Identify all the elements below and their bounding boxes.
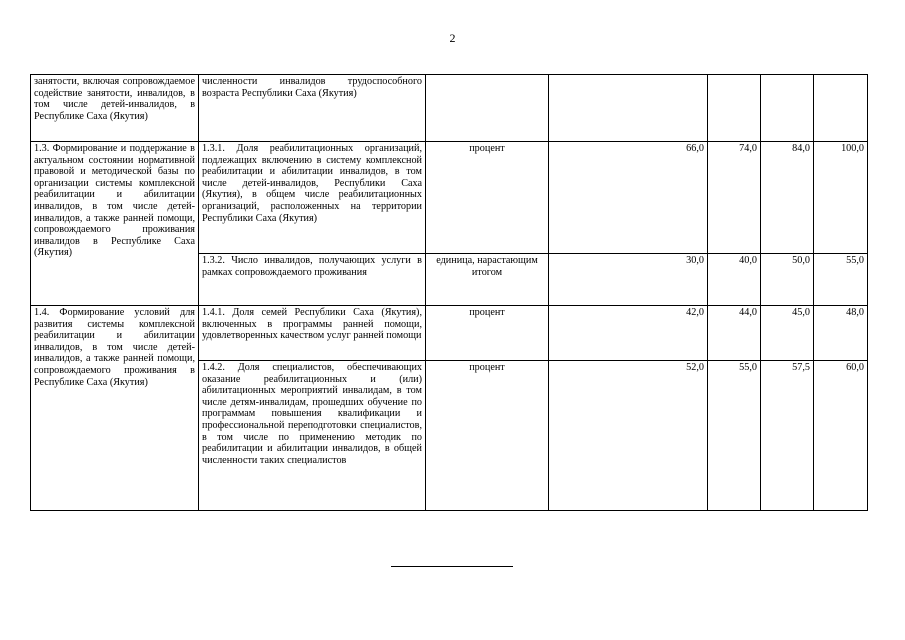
value-cell: 57,5 bbox=[761, 361, 814, 511]
table-row bbox=[31, 142, 868, 254]
indicator-cell: 1.3.1. Доля реабилитационных организаций, подлежащих включению в систему комплексной реабилитации и абилитации инвалидов, в том числе детей-инвалидов, Республики Саха (Якутия), в общем числе реабилитационных организаций, расположенных на территории Республики Саха (Якутия) bbox=[199, 142, 426, 254]
indicator-cell: 1.3.2. Число инвалидов, получающих услуги в рамках сопровождаемого проживания bbox=[199, 254, 426, 306]
task-cell: 1.3. Формирование и поддержание в актуальном состоянии нормативной правовой и методической базы по организации системы комплексной реабилитации и абилитации инвалидов, в том числе детей-инвалидов, а также ранней помощи, сопровождаемого проживания инвалидов в Республике Саха (Якутия) bbox=[31, 142, 199, 306]
value-cell: 42,0 bbox=[549, 306, 708, 361]
value-cell: 52,0 bbox=[549, 361, 708, 511]
unit-cell: процент bbox=[426, 361, 549, 511]
value-cell: 48,0 bbox=[814, 306, 868, 361]
value-cell: 44,0 bbox=[708, 306, 761, 361]
footnote-separator bbox=[391, 566, 513, 567]
value-cell: 30,0 bbox=[549, 254, 708, 306]
value-cell: 45,0 bbox=[761, 306, 814, 361]
table-row bbox=[31, 75, 868, 142]
value-cell: 55,0 bbox=[814, 254, 868, 306]
value-cell bbox=[761, 75, 814, 142]
value-cell: 84,0 bbox=[761, 142, 814, 254]
value-cell: 74,0 bbox=[708, 142, 761, 254]
value-cell: 55,0 bbox=[708, 361, 761, 511]
unit-cell: единица, нарастающим итогом bbox=[426, 254, 549, 306]
unit-cell bbox=[426, 75, 549, 142]
value-cell bbox=[549, 75, 708, 142]
value-cell: 66,0 bbox=[549, 142, 708, 254]
value-cell: 100,0 bbox=[814, 142, 868, 254]
indicator-cell: 1.4.2. Доля специалистов, обеспечивающих оказание реабилитационных и (или) абилитационных мероприятий инвалидам, в том числе детям-инвалидам, прошедших обучение по программам повышения квалификации и профессиональной переподготовки специалистов, в том числе по применению методик по реабилитации и абилитации инвалидов, в общей численности таких специалистов bbox=[199, 361, 426, 511]
value-cell: 60,0 bbox=[814, 361, 868, 511]
unit-cell: процент bbox=[426, 306, 549, 361]
unit-cell: процент bbox=[426, 142, 549, 254]
task-cell: 1.4. Формирование условий для развития системы комплексной реабилитации и абилитации инвалидов, в том числе детей-инвалидов, а также ранней помощи, сопровождаемого проживания в Республике Саха (Якутия) bbox=[31, 306, 199, 511]
indicator-cell: численности инвалидов трудоспособного возраста Республики Саха (Якутия) bbox=[199, 75, 426, 142]
value-cell bbox=[814, 75, 868, 142]
table-row bbox=[31, 306, 868, 361]
task-cell: занятости, включая сопровождаемое содействие занятости, инвалидов, в том числе детей-инвалидов, в Республике Саха (Якутия) bbox=[31, 75, 199, 142]
value-cell: 40,0 bbox=[708, 254, 761, 306]
page-number: 2 bbox=[449, 31, 456, 45]
indicator-cell: 1.4.1. Доля семей Республики Саха (Якутия), включенных в программы ранней помощи, удовлетворенных качеством услуг ранней помощи bbox=[199, 306, 426, 361]
indicators-table bbox=[30, 74, 868, 511]
value-cell: 50,0 bbox=[761, 254, 814, 306]
value-cell bbox=[708, 75, 761, 142]
